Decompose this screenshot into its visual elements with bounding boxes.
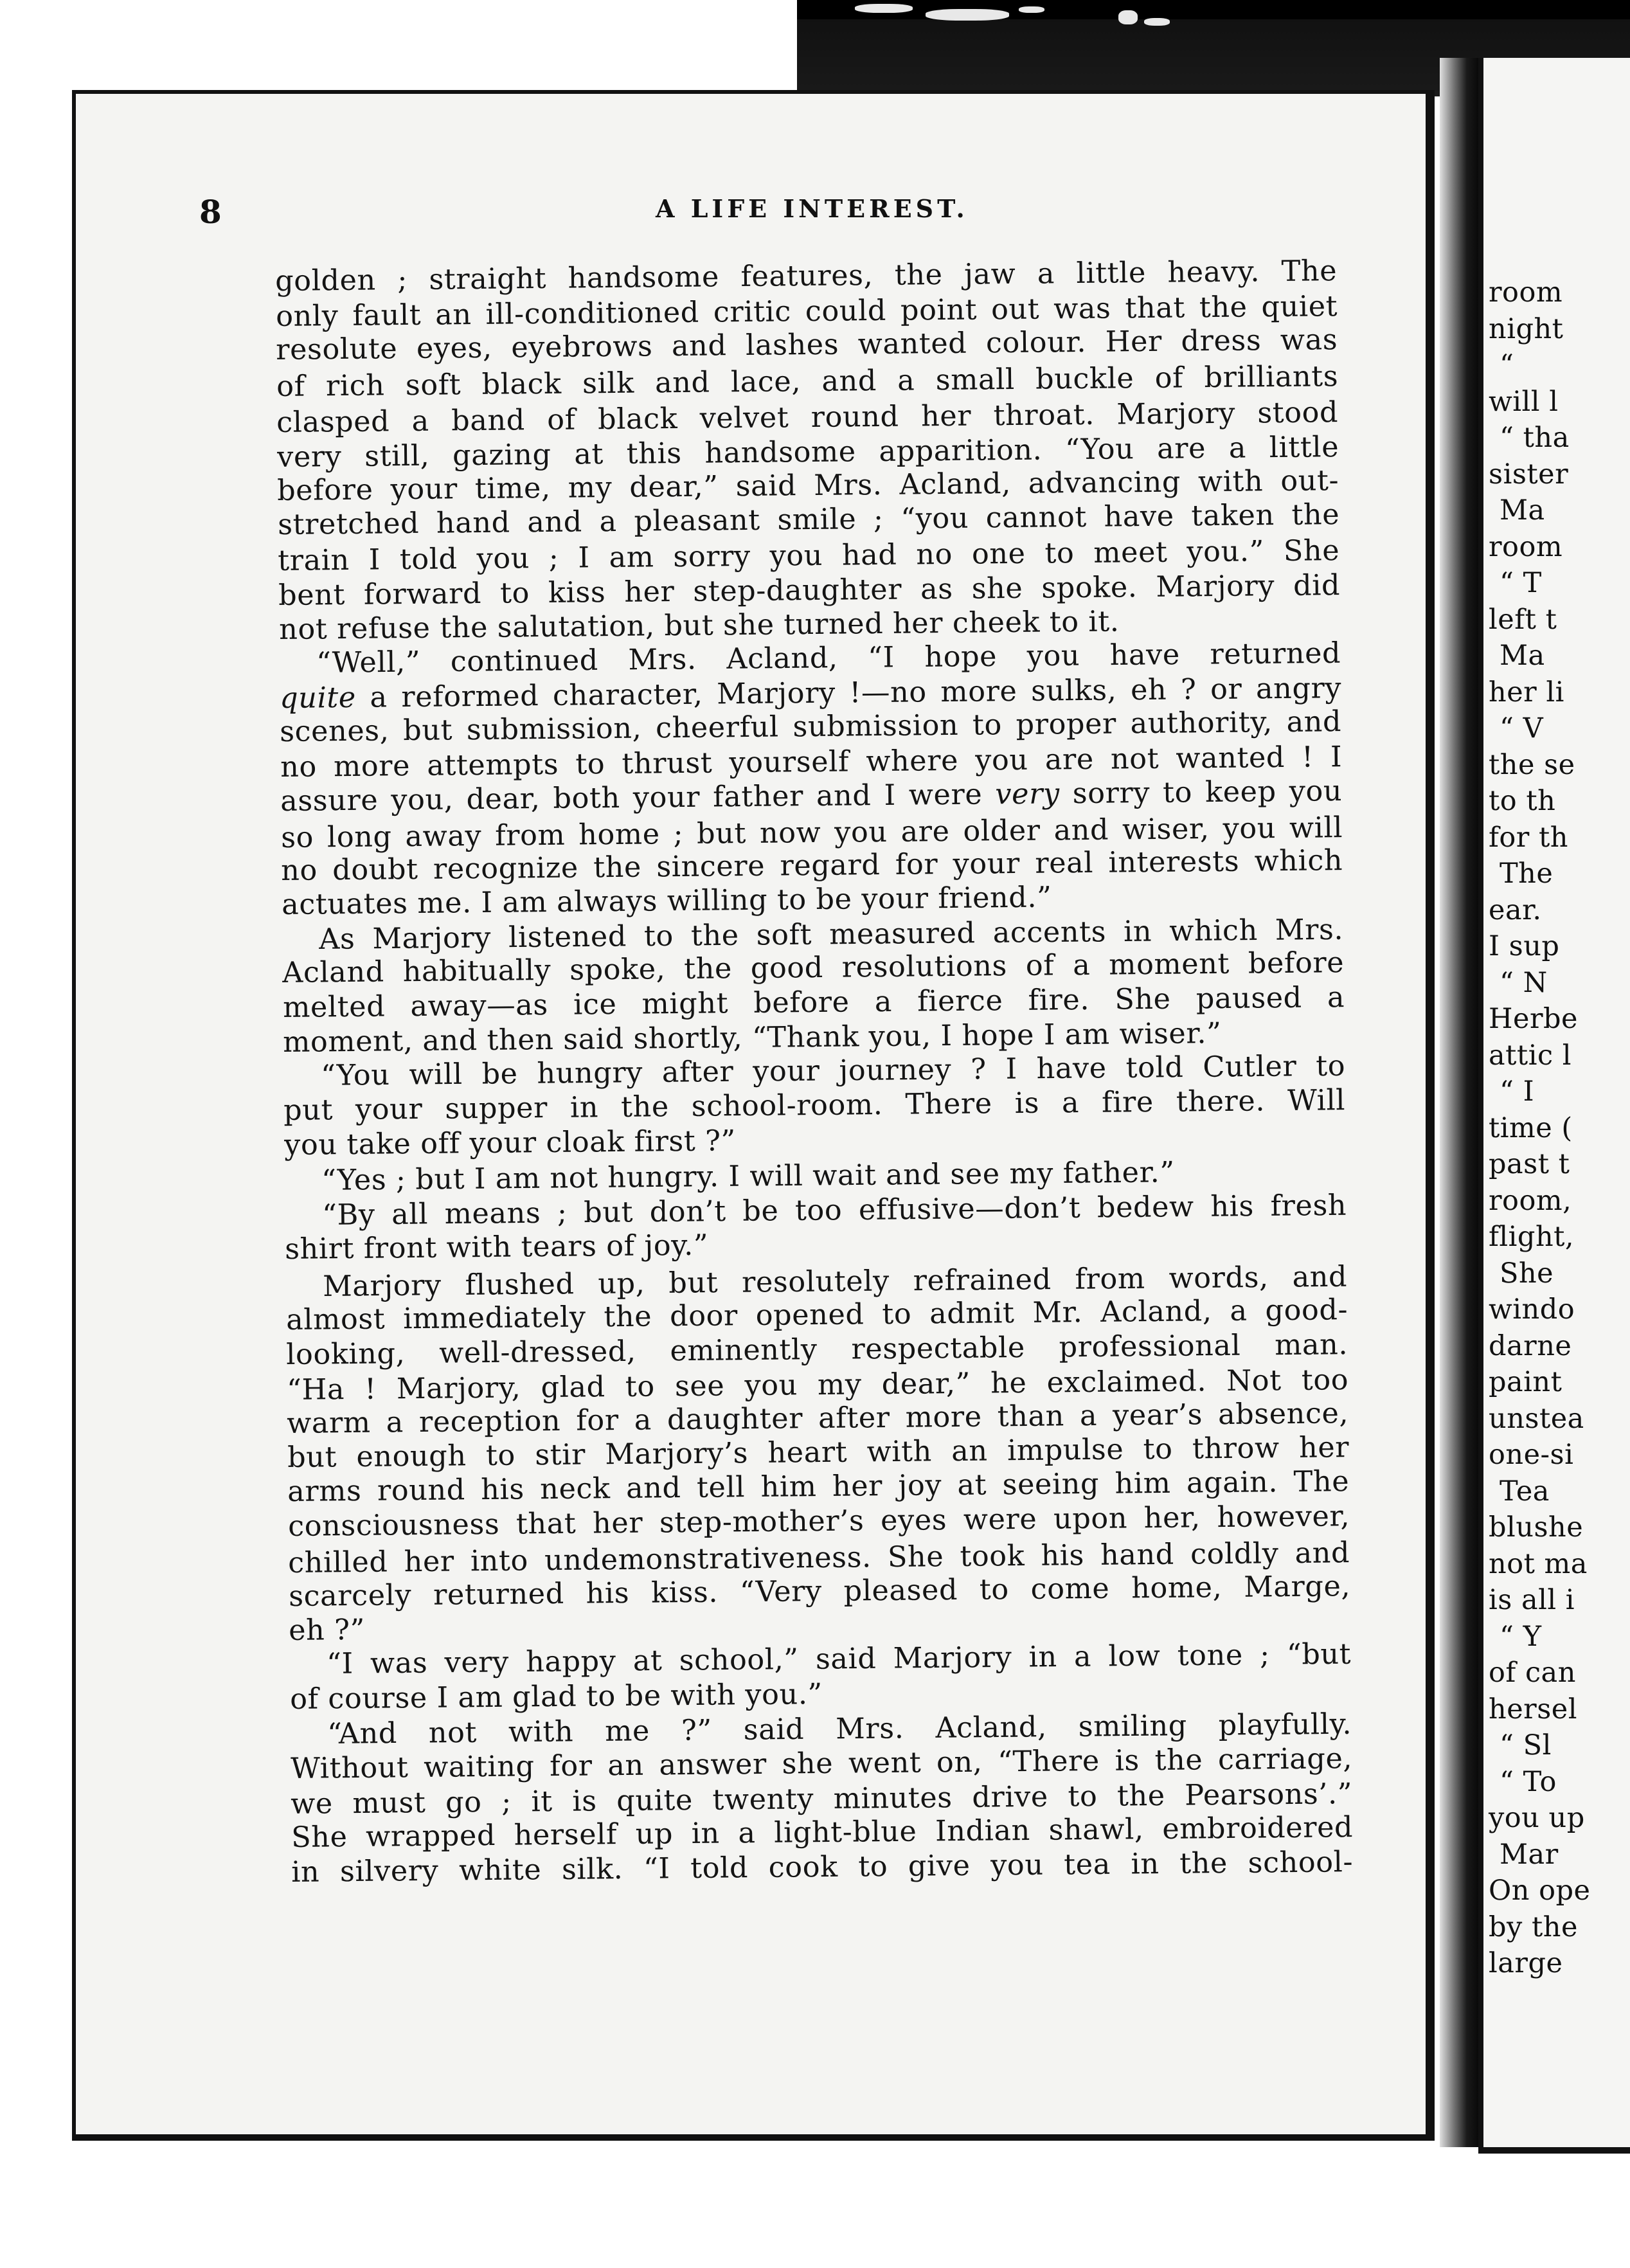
text-line: looking, well-dressed, eminently respectable professional man. [286, 1328, 1348, 1371]
text-line: stretched hand and a pleasant smile ; “you cannot have taken the [277, 498, 1340, 541]
facing-text-line: The [1500, 858, 1554, 890]
text-line: “By all means ; but don’t be too effusive—don’t bedew his fresh [321, 1189, 1347, 1232]
facing-text-line: “ To [1500, 1765, 1557, 1798]
facing-page [1478, 58, 1630, 2154]
scan-speckle [1019, 6, 1044, 13]
text-line: “Yes ; but I am not hungry. I will wait and see my father.” [321, 1156, 1176, 1197]
facing-text-line: room, [1489, 1184, 1572, 1217]
facing-text-line: room [1489, 276, 1563, 309]
facing-text-line: ear. [1489, 894, 1542, 926]
text-line: scarcely returned his kiss. “Very pleased to come home, Marge, [288, 1570, 1351, 1613]
facing-text-line: “ Y [1500, 1620, 1542, 1653]
page-number: 8 [199, 193, 222, 231]
text-line: “Ha ! Marjory, glad to see you my dear,” he exclaimed. Not too [286, 1364, 1348, 1407]
text-line: shirt front with tears of joy.” [285, 1228, 709, 1266]
facing-text-line: I sup [1489, 930, 1560, 962]
text-line: eh ?” [289, 1613, 366, 1647]
facing-text-line: She [1500, 1257, 1554, 1290]
text-line: quite a reformed character, Marjory !—no more sulks, eh ? or angry [279, 672, 1341, 715]
facing-text-line: by the [1489, 1911, 1578, 1943]
facing-text-line: paint [1489, 1366, 1563, 1398]
text-line: of course I am glad to be with you.” [289, 1678, 823, 1716]
facing-text-line: is all i [1489, 1584, 1575, 1616]
facing-text-line: flight, [1489, 1221, 1575, 1253]
facing-text-line: “ Sl [1500, 1729, 1552, 1761]
text-line: no doubt recognize the sincere regard for your real interests which [281, 844, 1343, 887]
facing-text-line: darne [1489, 1329, 1572, 1362]
text-line: you take off your cloak first ?” [283, 1124, 736, 1162]
text-line: golden ; straight handsome features, the jaw a little heavy. The [274, 255, 1338, 298]
text-line: put your supper in the school-room. There is a fire there. Will [283, 1084, 1346, 1127]
facing-text-line: unstea [1489, 1402, 1584, 1435]
text-line: bent forward to kiss her step-daughter as she spoke. Marjory did [278, 569, 1341, 612]
text-line: chilled her into undemonstrativeness. She took his hand coldly and [288, 1536, 1350, 1580]
text-line: resolute eyes, eyebrows and lashes wanted colour. Her dress was [276, 323, 1338, 366]
facing-text-line: night [1489, 312, 1564, 345]
facing-text-line: Herbe [1489, 1003, 1578, 1035]
facing-text-line: blushe [1489, 1511, 1584, 1544]
text-line: assure you, dear, both your father and I were very sorry to keep you [280, 775, 1343, 818]
facing-text-line: will l [1489, 385, 1559, 418]
text-line: consciousness that her step-mother’s eyes were upon her, however, [287, 1500, 1350, 1543]
facing-text-line: On ope [1489, 1875, 1591, 1907]
facing-text-line: Ma [1500, 640, 1545, 672]
text-line: warm a reception for a daughter after more than a year’s absence, [287, 1397, 1349, 1440]
text-line: only fault an ill-conditioned critic could point out was that the quiet [275, 290, 1338, 333]
text-line: Without waiting for an answer she went on, “There is the carriage, [290, 1742, 1353, 1785]
text-line: almost immediately the door opened to admit Mr. Acland, a good- [285, 1293, 1348, 1336]
facing-text-line: attic l [1489, 1039, 1572, 1072]
scan-speckle [855, 4, 913, 13]
facing-text-line: “ tha [1500, 422, 1570, 454]
facing-text-line: one-si [1489, 1439, 1574, 1471]
facing-text-line: past t [1489, 1148, 1570, 1180]
facing-text-line: Mar [1500, 1838, 1559, 1871]
facing-text-line: “ V [1500, 712, 1544, 744]
text-line: actuates me. I am always willing to be your friend.” [281, 881, 1052, 921]
facing-text-line: of can [1489, 1657, 1576, 1689]
text-line: “Well,” continued Mrs. Acland, “I hope you have returned [316, 636, 1341, 680]
facing-text-line: Ma [1500, 494, 1545, 526]
facing-text-line: large [1489, 1947, 1563, 1979]
text-line: we must go ; it is quite twenty minutes drive to the Pearsons’.” [291, 1778, 1353, 1821]
facing-text-line: you up [1489, 1802, 1585, 1834]
facing-text-line: to th [1489, 785, 1556, 817]
facing-text-line: “ N [1500, 966, 1548, 999]
facing-text-line: time ( [1489, 1112, 1573, 1144]
text-line: no more attempts to thrust yourself where you are not wanted ! I [280, 741, 1343, 784]
facing-text-line: not ma [1489, 1547, 1588, 1580]
text-line: arms round his neck and tell him her joy at seeing him again. The [287, 1465, 1350, 1508]
text-line: scenes, but submission, cheerful submission to proper authority, and [280, 705, 1342, 748]
facing-text-line: “ T [1500, 567, 1542, 599]
facing-text-line: sister [1489, 458, 1569, 491]
text-line: She wrapped herself up in a light-blue Indian shawl, embroidered [291, 1811, 1354, 1854]
text-line: “I was very happy at school,” said Marjory in a low tone ; “but [326, 1637, 1352, 1680]
text-line: “And not with me ?” said Mrs. Acland, smiling playfully. [327, 1707, 1352, 1751]
text-line: very still, gazing at this handsome apparition. “You are a little [276, 431, 1339, 474]
scan-speckle [1144, 18, 1170, 26]
text-line: melted away—as ice might before a fierce fire. She paused a [282, 981, 1345, 1024]
facing-text-line: the se [1489, 748, 1575, 781]
text-line: so long away from home ; but now you are older and wiser, you will [280, 811, 1343, 854]
text-line: before your time, my dear,” said Mrs. Acland, advancing with out- [277, 464, 1339, 507]
facing-text-line: for th [1489, 821, 1569, 854]
facing-text-line: Tea [1500, 1475, 1550, 1508]
text-line: “You will be hungry after your journey ? I have told Cutler to [320, 1049, 1346, 1092]
facing-text-line: windo [1489, 1293, 1575, 1326]
scan-speckle [1118, 10, 1138, 24]
text-line: Acland habitually spoke, the good resolutions of a moment before [282, 946, 1345, 989]
text-line: train I told you ; I am sorry you had no one to meet you.” She [278, 534, 1340, 577]
text-line: of rich soft black silk and lace, and a small buckle of brilliants [276, 360, 1339, 403]
facing-text-line: hersel [1489, 1693, 1577, 1725]
facing-text-line: left t [1489, 603, 1557, 636]
text-line: As Marjory listened to the soft measured accents in which Mrs. [319, 913, 1344, 956]
facing-text-line: her li [1489, 676, 1564, 708]
text-line: not refuse the salutation, but she turned her cheek to it. [278, 605, 1120, 646]
running-head: A LIFE INTEREST. [656, 194, 969, 223]
text-line: moment, and then said shortly, “Thank you, I hope I am wiser.” [283, 1016, 1222, 1059]
scan-speckle [926, 9, 1009, 21]
text-line: but enough to stir Marjory’s heart with an impulse to throw her [287, 1431, 1350, 1474]
facing-text-line: room [1489, 530, 1563, 563]
text-line: clasped a band of black velvet round her throat. Marjory stood [276, 396, 1339, 439]
text-line: Marjory flushed up, but resolutely refrained from words, and [322, 1260, 1348, 1303]
text-line: in silvery white silk. “I told cook to give you tea in the school- [291, 1846, 1354, 1889]
facing-text-line: “ I [1500, 1076, 1535, 1108]
facing-text-line: “ [1500, 349, 1514, 381]
book-gutter-shadow [1440, 58, 1478, 2147]
